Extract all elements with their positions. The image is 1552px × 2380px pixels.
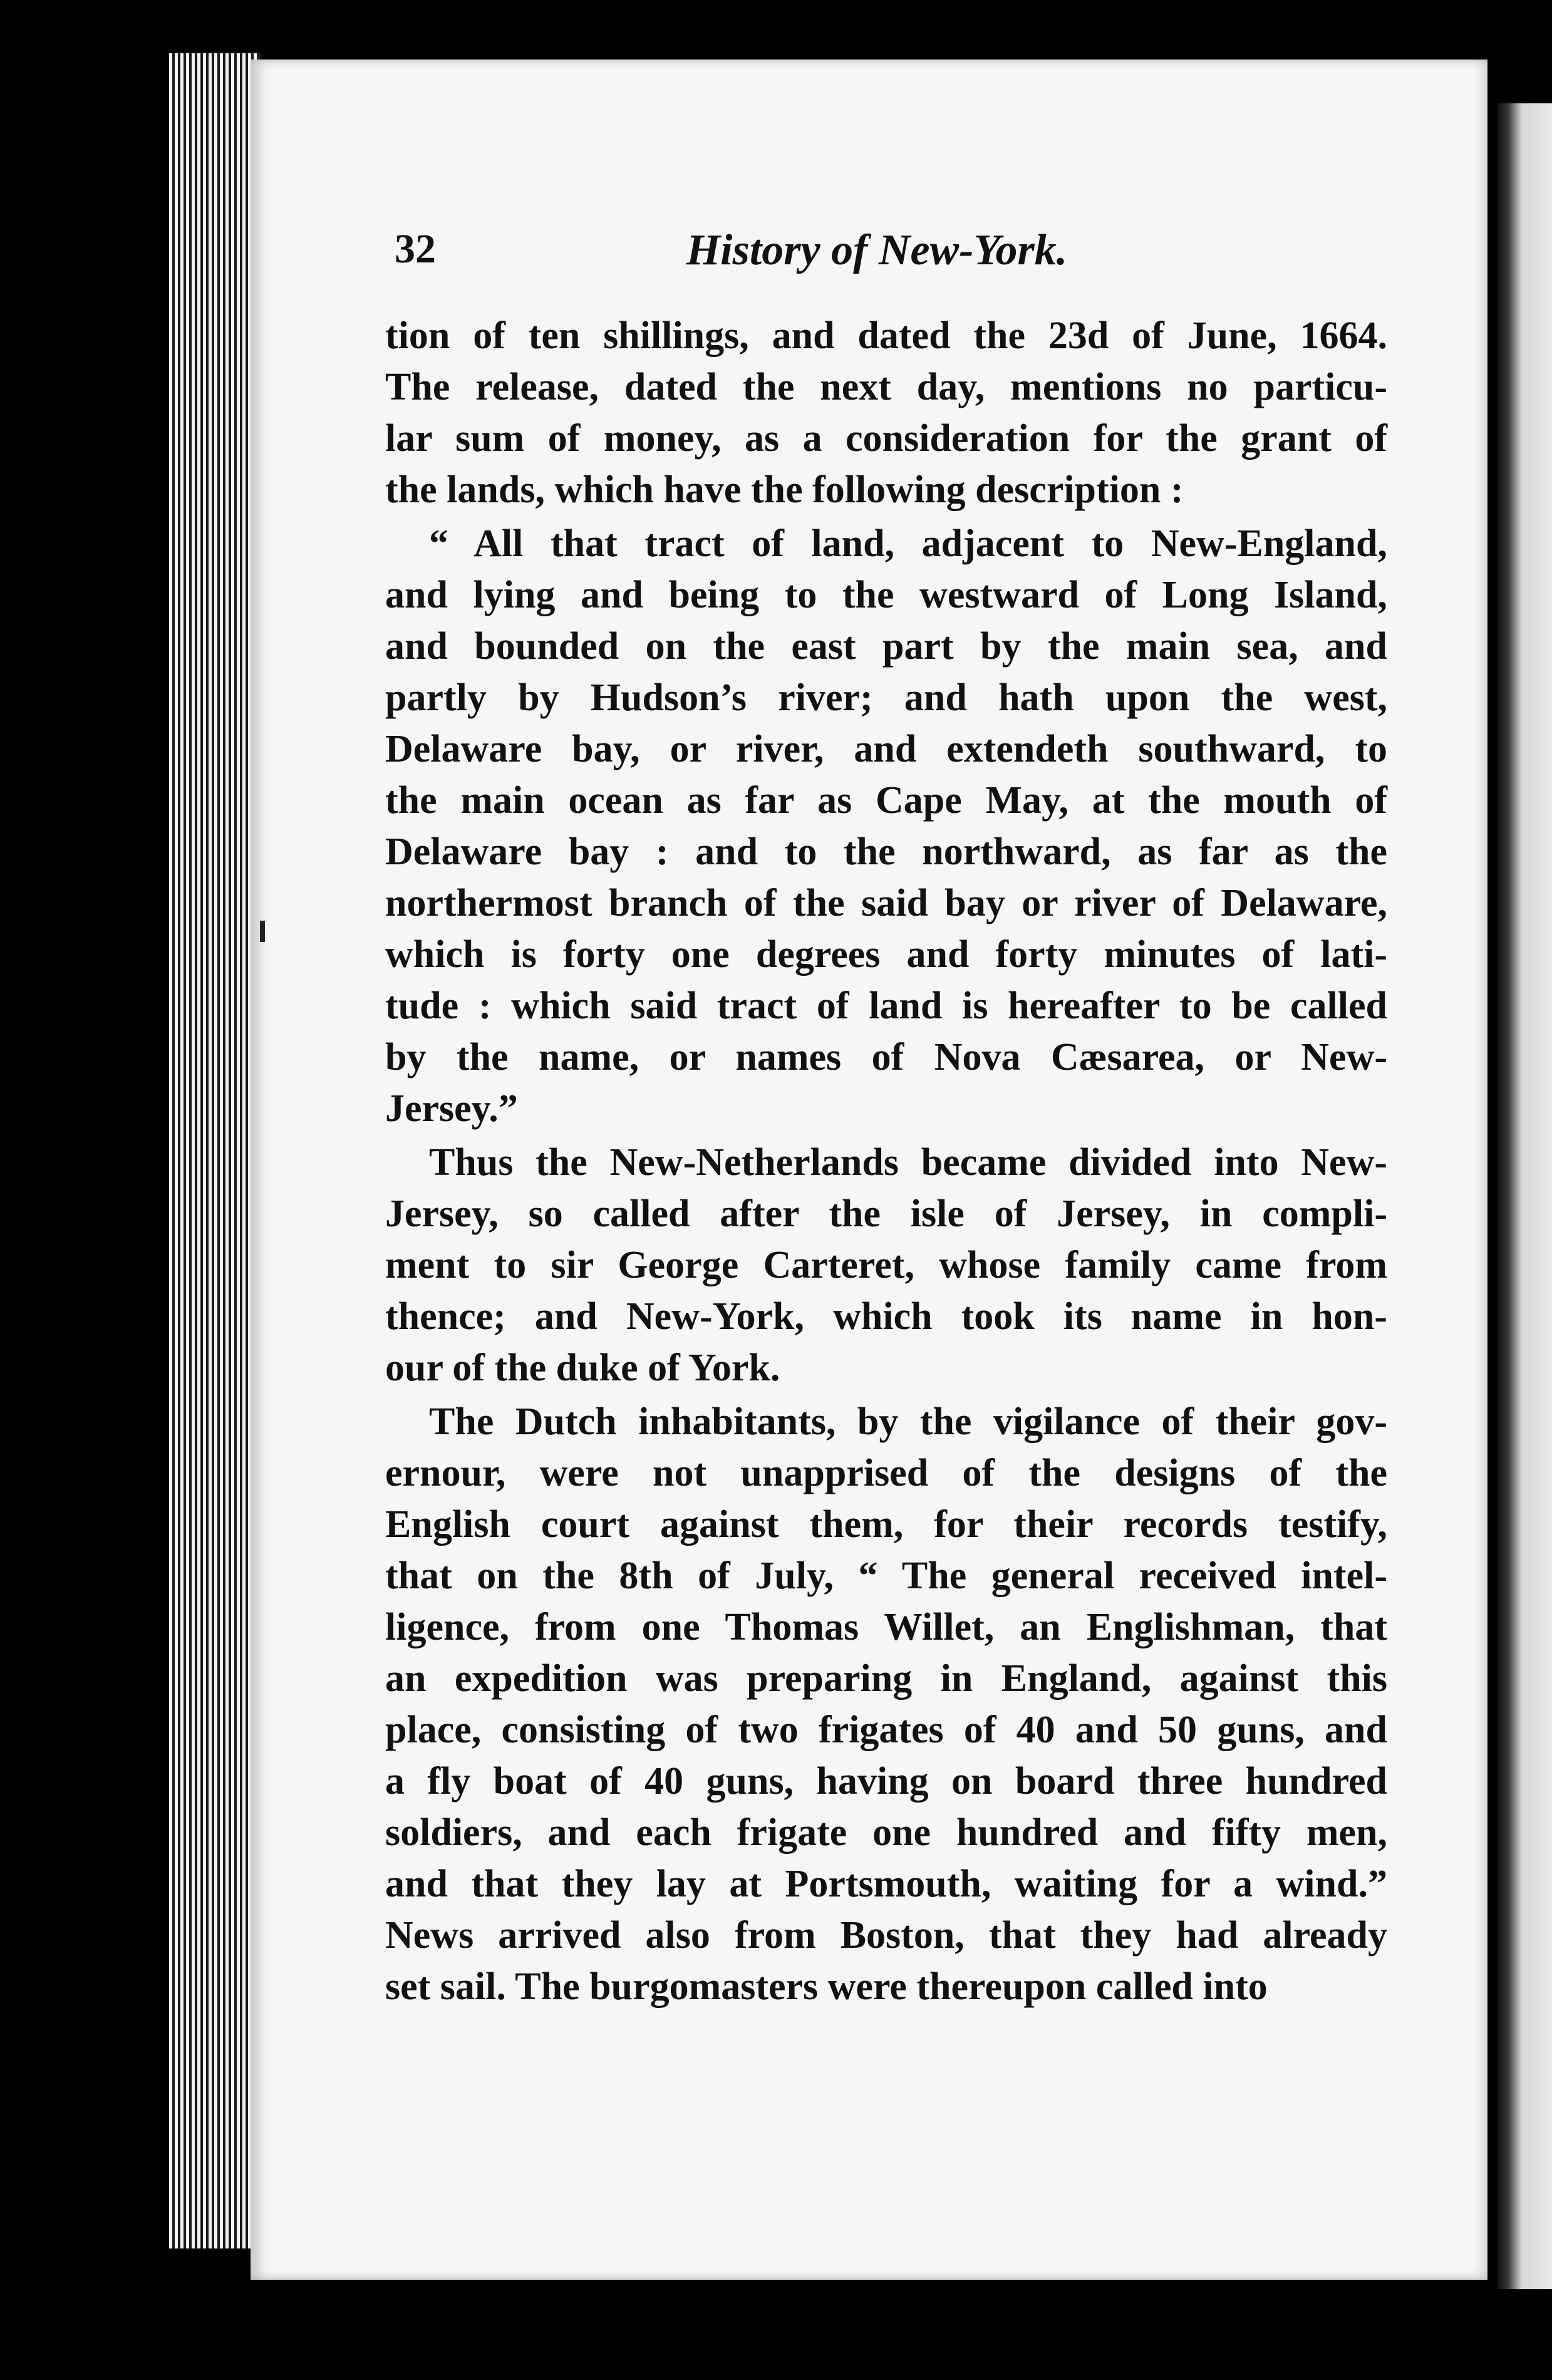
page-number: 32: [395, 226, 436, 272]
text-line: by the name, or names of Nova Cæsarea, or New-: [385, 1036, 1387, 1079]
text-line: The release, dated the next day, mentions no particu-: [385, 366, 1387, 408]
book-page: [251, 59, 1487, 2280]
paragraph: [385, 1137, 1387, 1394]
body-text: [385, 310, 1387, 2012]
text-line: soldiers, and each frigate one hundred and fifty men,: [385, 1811, 1387, 1854]
text-line: Thus the New-Netherlands became divided into New-: [429, 1141, 1387, 1184]
text-line: The Dutch inhabitants, by the vigilance of their gov-: [429, 1400, 1387, 1443]
text-line: “ All that tract of land, adjacent to New-England,: [429, 522, 1387, 565]
paragraph: [385, 518, 1387, 1134]
text-line: Delaware bay : and to the northward, as far as the: [385, 830, 1387, 873]
text-line: the main ocean as far as Cape May, at the mouth of: [385, 779, 1387, 822]
text-line: ment to sir George Carteret, whose family came from: [385, 1244, 1387, 1286]
text-line: which is forty one degrees and forty minutes of lati-: [385, 933, 1387, 976]
text-line: English court against them, for their records testify,: [385, 1503, 1387, 1546]
running-head: [395, 225, 1359, 288]
facing-page-edge: [1497, 103, 1552, 2289]
text-line: a fly boat of 40 guns, having on board three hundred: [385, 1760, 1387, 1803]
text-line: set sail. The burgomasters were thereupon called into: [385, 1965, 1268, 2008]
running-title: History of New-York.: [686, 226, 1068, 274]
text-line: Jersey.”: [385, 1087, 518, 1130]
text-line: partly by Hudson’s river; and hath upon the west,: [385, 676, 1387, 719]
text-line: News arrived also from Boston, that they had already: [385, 1914, 1387, 1957]
text-line: tion of ten shillings, and dated the 23d of June, 1664.: [385, 314, 1387, 357]
text-line: the lands, which have the following description :: [385, 468, 1184, 511]
text-line: thence; and New-York, which took its name in hon-: [385, 1295, 1387, 1338]
paragraph: [385, 310, 1387, 515]
text-line: northermost branch of the said bay or river of Delaware,: [385, 882, 1387, 924]
text-line: an expedition was preparing in England, against this: [385, 1657, 1387, 1700]
text-line: and bounded on the east part by the main sea, and: [385, 625, 1387, 668]
text-line: Jersey, so called after the isle of Jersey, in compli-: [385, 1193, 1387, 1235]
margin-mark: [260, 921, 265, 942]
text-line: ligence, from one Thomas Willet, an Englishman, that: [385, 1606, 1387, 1648]
text-line: that on the 8th of July, “ The general received intel-: [385, 1555, 1387, 1597]
text-line: and that they lay at Portsmouth, waiting for a wind.”: [385, 1863, 1387, 1905]
text-line: place, consisting of two frigates of 40 and 50 guns, and: [385, 1709, 1387, 1751]
text-line: our of the duke of York.: [385, 1347, 780, 1389]
text-line: and lying and being to the westward of Long Island,: [385, 574, 1387, 616]
text-line: lar sum of money, as a consideration for the grant of: [385, 417, 1387, 460]
text-line: Delaware bay, or river, and extendeth southward, to: [385, 728, 1387, 770]
paragraph: [385, 1396, 1387, 2012]
text-line: ernour, were not unapprised of the designs of the: [385, 1452, 1387, 1494]
book-page-edges: [169, 53, 261, 2248]
text-line: tude : which said tract of land is hereafter to be called: [385, 985, 1387, 1027]
